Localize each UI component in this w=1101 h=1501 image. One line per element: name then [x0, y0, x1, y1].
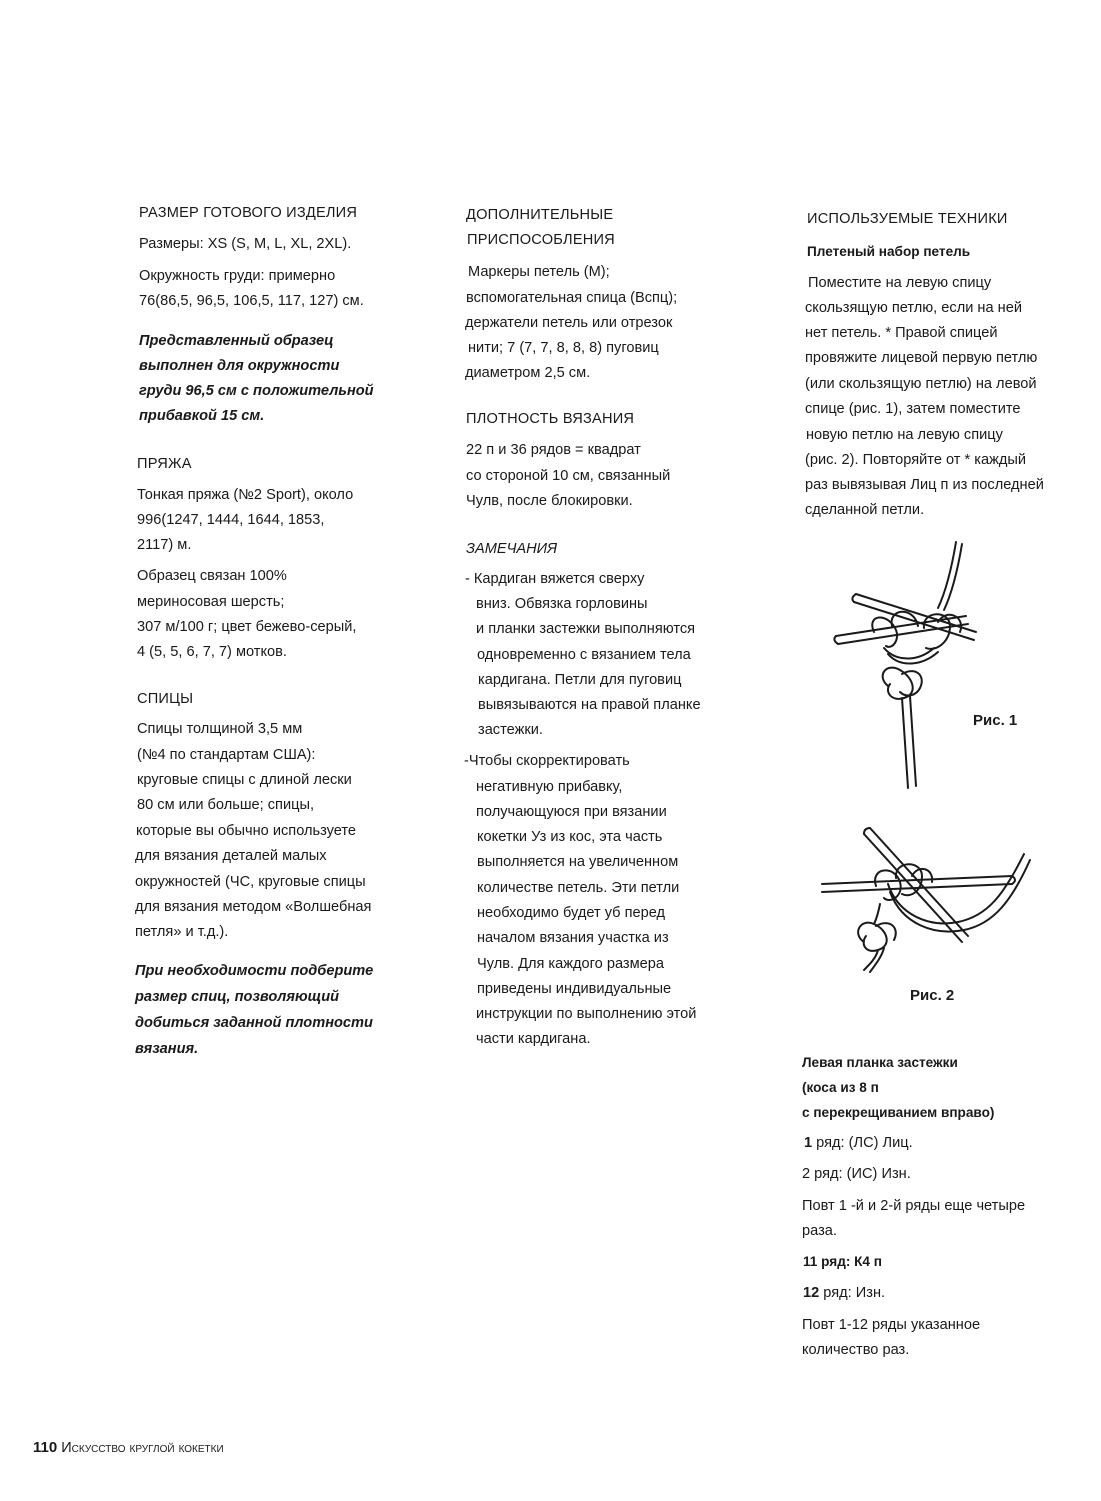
chest-line: 76(86,5, 96,5, 106,5, 117, 127) см. — [139, 293, 364, 309]
sizes-line: Размеры: XS (S, M, L, XL, 2XL). — [139, 236, 352, 252]
cast-on-line: нет петель. * Правой спицей — [805, 325, 998, 341]
notes-line: и планки застежки выполняются — [476, 621, 696, 637]
section-heading-size: РАЗМЕР ГОТОВОГО ИЗДЕЛИЯ — [139, 205, 358, 221]
gauge-advice-line: вязания. — [135, 1041, 199, 1057]
cast-on-line: провяжите лицевой первую петлю — [805, 350, 1038, 366]
figure-2-illustration — [818, 824, 1032, 984]
notes-line: застежки. — [478, 722, 543, 738]
sample-note-line: прибавкой 15 см. — [139, 408, 265, 424]
gauge-line: 22 п и 36 рядов = квадрат — [466, 442, 641, 458]
row-instruction: 11 ряд: К4 п — [803, 1254, 882, 1269]
subsection-heading-left-band: (коса из 8 п — [802, 1080, 879, 1095]
notes-line: - Кардиган вяжется сверху — [465, 571, 645, 587]
notes-line: количестве петель. Эти петли — [477, 880, 680, 896]
yarn-line: мериносовая шерсть; — [137, 594, 285, 610]
notes-line: инструкции по выполнению этой — [476, 1006, 697, 1022]
notes-line: вниз. Обвязка горловины — [476, 596, 648, 612]
repeat-instruction: количество раз. — [802, 1342, 910, 1358]
yarn-line: Образец связан 100% — [137, 568, 287, 584]
cast-on-line: Поместите на левую спицу — [808, 275, 992, 291]
figure-1-caption: Рис. 1 — [973, 712, 1018, 729]
row-number: 1 — [804, 1135, 813, 1151]
tools-line: Маркеры петель (М); — [468, 264, 610, 280]
section-heading-yarn: ПРЯЖА — [137, 456, 192, 472]
cast-on-line: сделанной петли. — [805, 502, 925, 518]
needles-line: которые вы обычно используете — [136, 823, 357, 839]
yarn-line: Тонкая пряжа (№2 Sport), около — [137, 487, 354, 503]
cast-on-line: новую петлю на левую спицу — [806, 427, 1003, 443]
row-instruction — [803, 1284, 885, 1302]
needles-line: Спицы толщиной 3,5 мм — [137, 721, 303, 737]
page-footer — [33, 1439, 224, 1457]
tools-line: держатели петель или отрезок — [465, 315, 673, 331]
cast-on-line: раз вывязывая Лиц п из последней — [805, 477, 1044, 493]
cast-on-line: скользящую петлю, если на ней — [805, 300, 1022, 316]
yarn-line: 307 м/100 г; цвет бежево-серый, — [137, 619, 357, 635]
chest-line: Окружность груди: примерно — [139, 268, 336, 284]
subsection-heading-cast-on: Плетеный набор петель — [807, 244, 971, 259]
subsection-heading-left-band: Левая планка застежки — [802, 1055, 958, 1070]
needles-line: круговые спицы с длиной лески — [137, 772, 352, 788]
section-heading-techniques: ИСПОЛЬЗУЕМЫЕ ТЕХНИКИ — [807, 211, 1008, 227]
needles-line: для вязания деталей малых — [135, 848, 327, 864]
needles-line: (№4 по стандартам США): — [137, 747, 316, 763]
gauge-advice-line: добиться заданной плотности — [135, 1015, 373, 1031]
notes-line: части кардигана. — [476, 1031, 591, 1047]
notes-line: выполняется на увеличенном — [477, 854, 679, 870]
needles-line: петля» и т.д.). — [135, 924, 229, 940]
figure-2-caption: Рис. 2 — [910, 987, 955, 1004]
yarn-line: 996(1247, 1444, 1644, 1853, — [137, 512, 325, 528]
cast-on-line: (или скользящую петлю) на левой — [805, 376, 1037, 392]
section-heading-tools: ПРИСПОСОБЛЕНИЯ — [467, 232, 615, 248]
page-number: 110 — [33, 1439, 58, 1456]
row-text: ряд: Изн. — [819, 1285, 886, 1301]
notes-line: вывязываются на правой планке — [478, 697, 701, 713]
section-heading-tools: ДОПОЛНИТЕЛЬНЫЕ — [466, 207, 614, 223]
repeat-instruction: Повт 1-12 ряды указанное — [802, 1317, 981, 1333]
book-title: Искусство круглой кокетки — [61, 1440, 224, 1456]
notes-line: кардигана. Петли для пуговиц — [478, 672, 682, 688]
cast-on-line: (рис. 2). Повторяйте от * каждый — [805, 452, 1027, 468]
sample-note-line: выполнен для окружности — [139, 358, 340, 374]
needles-line: окружностей (ЧС, круговые спицы — [135, 874, 366, 890]
section-heading-gauge: ПЛОТНОСТЬ ВЯЗАНИЯ — [466, 411, 635, 427]
notes-line: одновременно с вязанием тела — [477, 647, 691, 663]
subsection-heading-left-band: с перекрещиванием вправо) — [802, 1105, 995, 1120]
figure-1-illustration — [826, 536, 986, 796]
yarn-line: 2117) м. — [137, 537, 192, 553]
sample-note-line: Представленный образец — [139, 333, 334, 349]
notes-line: Чулв. Для каждого размера — [477, 956, 664, 972]
sample-note-line: груди 96,5 см с положительной — [139, 383, 374, 399]
notes-line: необходимо будет уб перед — [477, 905, 666, 921]
row-text: ряд: (ЛС) Лиц. — [812, 1135, 913, 1151]
gauge-line: со стороной 10 см, связанный — [466, 468, 671, 484]
needles-line: 80 см или больше; спицы, — [137, 797, 315, 813]
section-heading-notes: ЗАМЕЧАНИЯ — [466, 541, 558, 557]
notes-line: негативную прибавку, — [476, 779, 623, 795]
notes-line: кокетки Уз из кос, эта часть — [477, 829, 663, 845]
gauge-advice-line: размер спиц, позволяющий — [135, 989, 340, 1005]
tools-line: вспомогательная спица (Вспц); — [466, 290, 678, 306]
yarn-line: 4 (5, 5, 6, 7, 7) мотков. — [137, 644, 287, 660]
notes-line: началом вязания участка из — [477, 930, 669, 946]
section-heading-needles: СПИЦЫ — [137, 691, 194, 707]
row-instruction: 2 ряд: (ИС) Изн. — [802, 1166, 911, 1182]
notes-line: приведены индивидуальные — [477, 981, 672, 997]
gauge-line: Чулв, после блокировки. — [466, 493, 633, 509]
notes-line: -Чтобы скорректировать — [464, 753, 630, 769]
needles-line: для вязания методом «Волшебная — [135, 899, 372, 915]
row-number: 12 — [803, 1285, 820, 1301]
cast-on-line: спице (рис. 1), затем поместите — [805, 401, 1021, 417]
row-instruction — [804, 1134, 913, 1152]
notes-line: получающуюся при вязании — [476, 804, 667, 820]
tools-line: диаметром 2,5 см. — [465, 365, 591, 381]
repeat-instruction: раза. — [802, 1223, 837, 1239]
repeat-instruction: Повт 1 -й и 2-й ряды еще четыре — [802, 1198, 1026, 1214]
gauge-advice-line: При необходимости подберите — [135, 963, 374, 979]
tools-line: нити; 7 (7, 7, 8, 8, 8) пуговиц — [468, 340, 659, 356]
